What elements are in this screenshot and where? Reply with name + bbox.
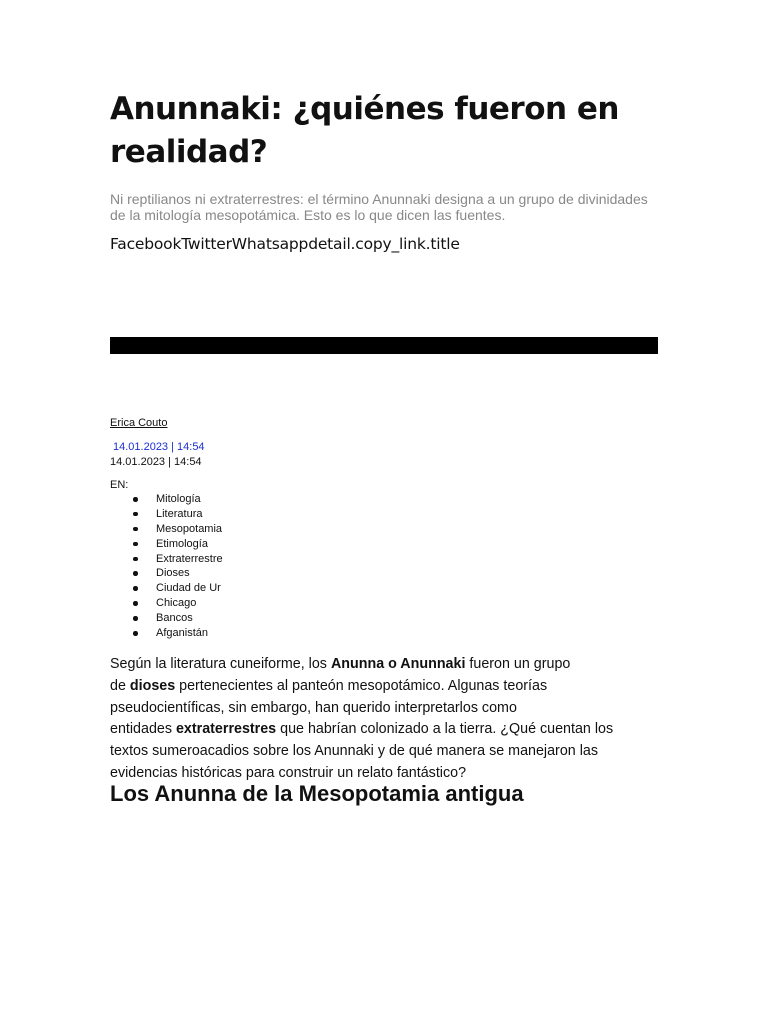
tag-item[interactable]: Chicago — [110, 596, 223, 611]
body-line — [110, 654, 658, 676]
tags-label: EN: — [110, 479, 129, 491]
article-body — [110, 654, 658, 785]
tag-item[interactable]: Etimología — [110, 537, 223, 552]
body-line — [110, 719, 658, 741]
body-bold-term: Anunna o Anunnaki — [330, 656, 466, 672]
body-line — [110, 676, 658, 698]
body-line: evidencias históricas para construir un relato fantástico? — [110, 764, 467, 781]
media-placeholder-bar — [110, 337, 658, 354]
tag-item[interactable]: Bancos — [110, 611, 223, 626]
body-line: pseudocientíficas, sin embargo, han querido interpretarlos como — [110, 699, 517, 716]
body-text-segment: de — [110, 677, 130, 694]
share-whatsapp-link[interactable]: Whatsapp — [231, 235, 309, 253]
copy-link-button[interactable]: detail.copy_link.title — [308, 235, 460, 253]
body-text-segment: Según la literatura cuneiforme, los — [110, 656, 331, 672]
tag-item[interactable]: Afganistán — [110, 626, 223, 641]
share-twitter-link[interactable]: Twitter — [181, 235, 232, 253]
article-subtitle: Ni reptilianos ni extraterrestres: el término Anunnaki designa a un grupo de divinidades de la mitología mesopotámica. Esto es lo que dicen las fuentes. — [110, 191, 648, 223]
tag-list — [110, 492, 223, 641]
body-text-segment: entidades — [110, 721, 176, 738]
body-text-segment: que habrían colonizado a la tierra. ¿Qué cuentan los — [276, 721, 614, 738]
body-bold-term: dioses — [129, 677, 176, 694]
tag-item[interactable]: Extraterrestre — [110, 552, 223, 567]
body-text-segment: fueron un grupo — [465, 656, 571, 672]
tag-item[interactable]: Mitología — [110, 492, 223, 507]
body-text-segment: pertenecientes al panteón mesopotámico. Algunas teorías — [175, 677, 548, 694]
share-bar — [110, 234, 460, 254]
share-facebook-link[interactable]: Facebook — [110, 235, 182, 253]
tag-item[interactable]: Mesopotamia — [110, 522, 223, 537]
author-link[interactable]: Erica Couto — [110, 417, 168, 429]
tag-item[interactable]: Literatura — [110, 507, 223, 522]
date-link[interactable]: 14.01.2023 | 14:54 — [113, 441, 205, 453]
body-bold-term: extraterrestres — [175, 721, 277, 738]
tag-item[interactable]: Ciudad de Ur — [110, 581, 223, 596]
section-heading: Los Anunna de la Mesopotamia antigua — [110, 781, 524, 806]
article-title: Anunnaki: ¿quiénes fueron en realidad? — [110, 91, 619, 170]
tag-item[interactable]: Dioses — [110, 566, 223, 581]
date-text: 14.01.2023 | 14:54 — [110, 456, 202, 468]
body-line: textos sumeroacadios sobre los Anunnaki y de qué manera se manejaron las — [110, 743, 598, 760]
